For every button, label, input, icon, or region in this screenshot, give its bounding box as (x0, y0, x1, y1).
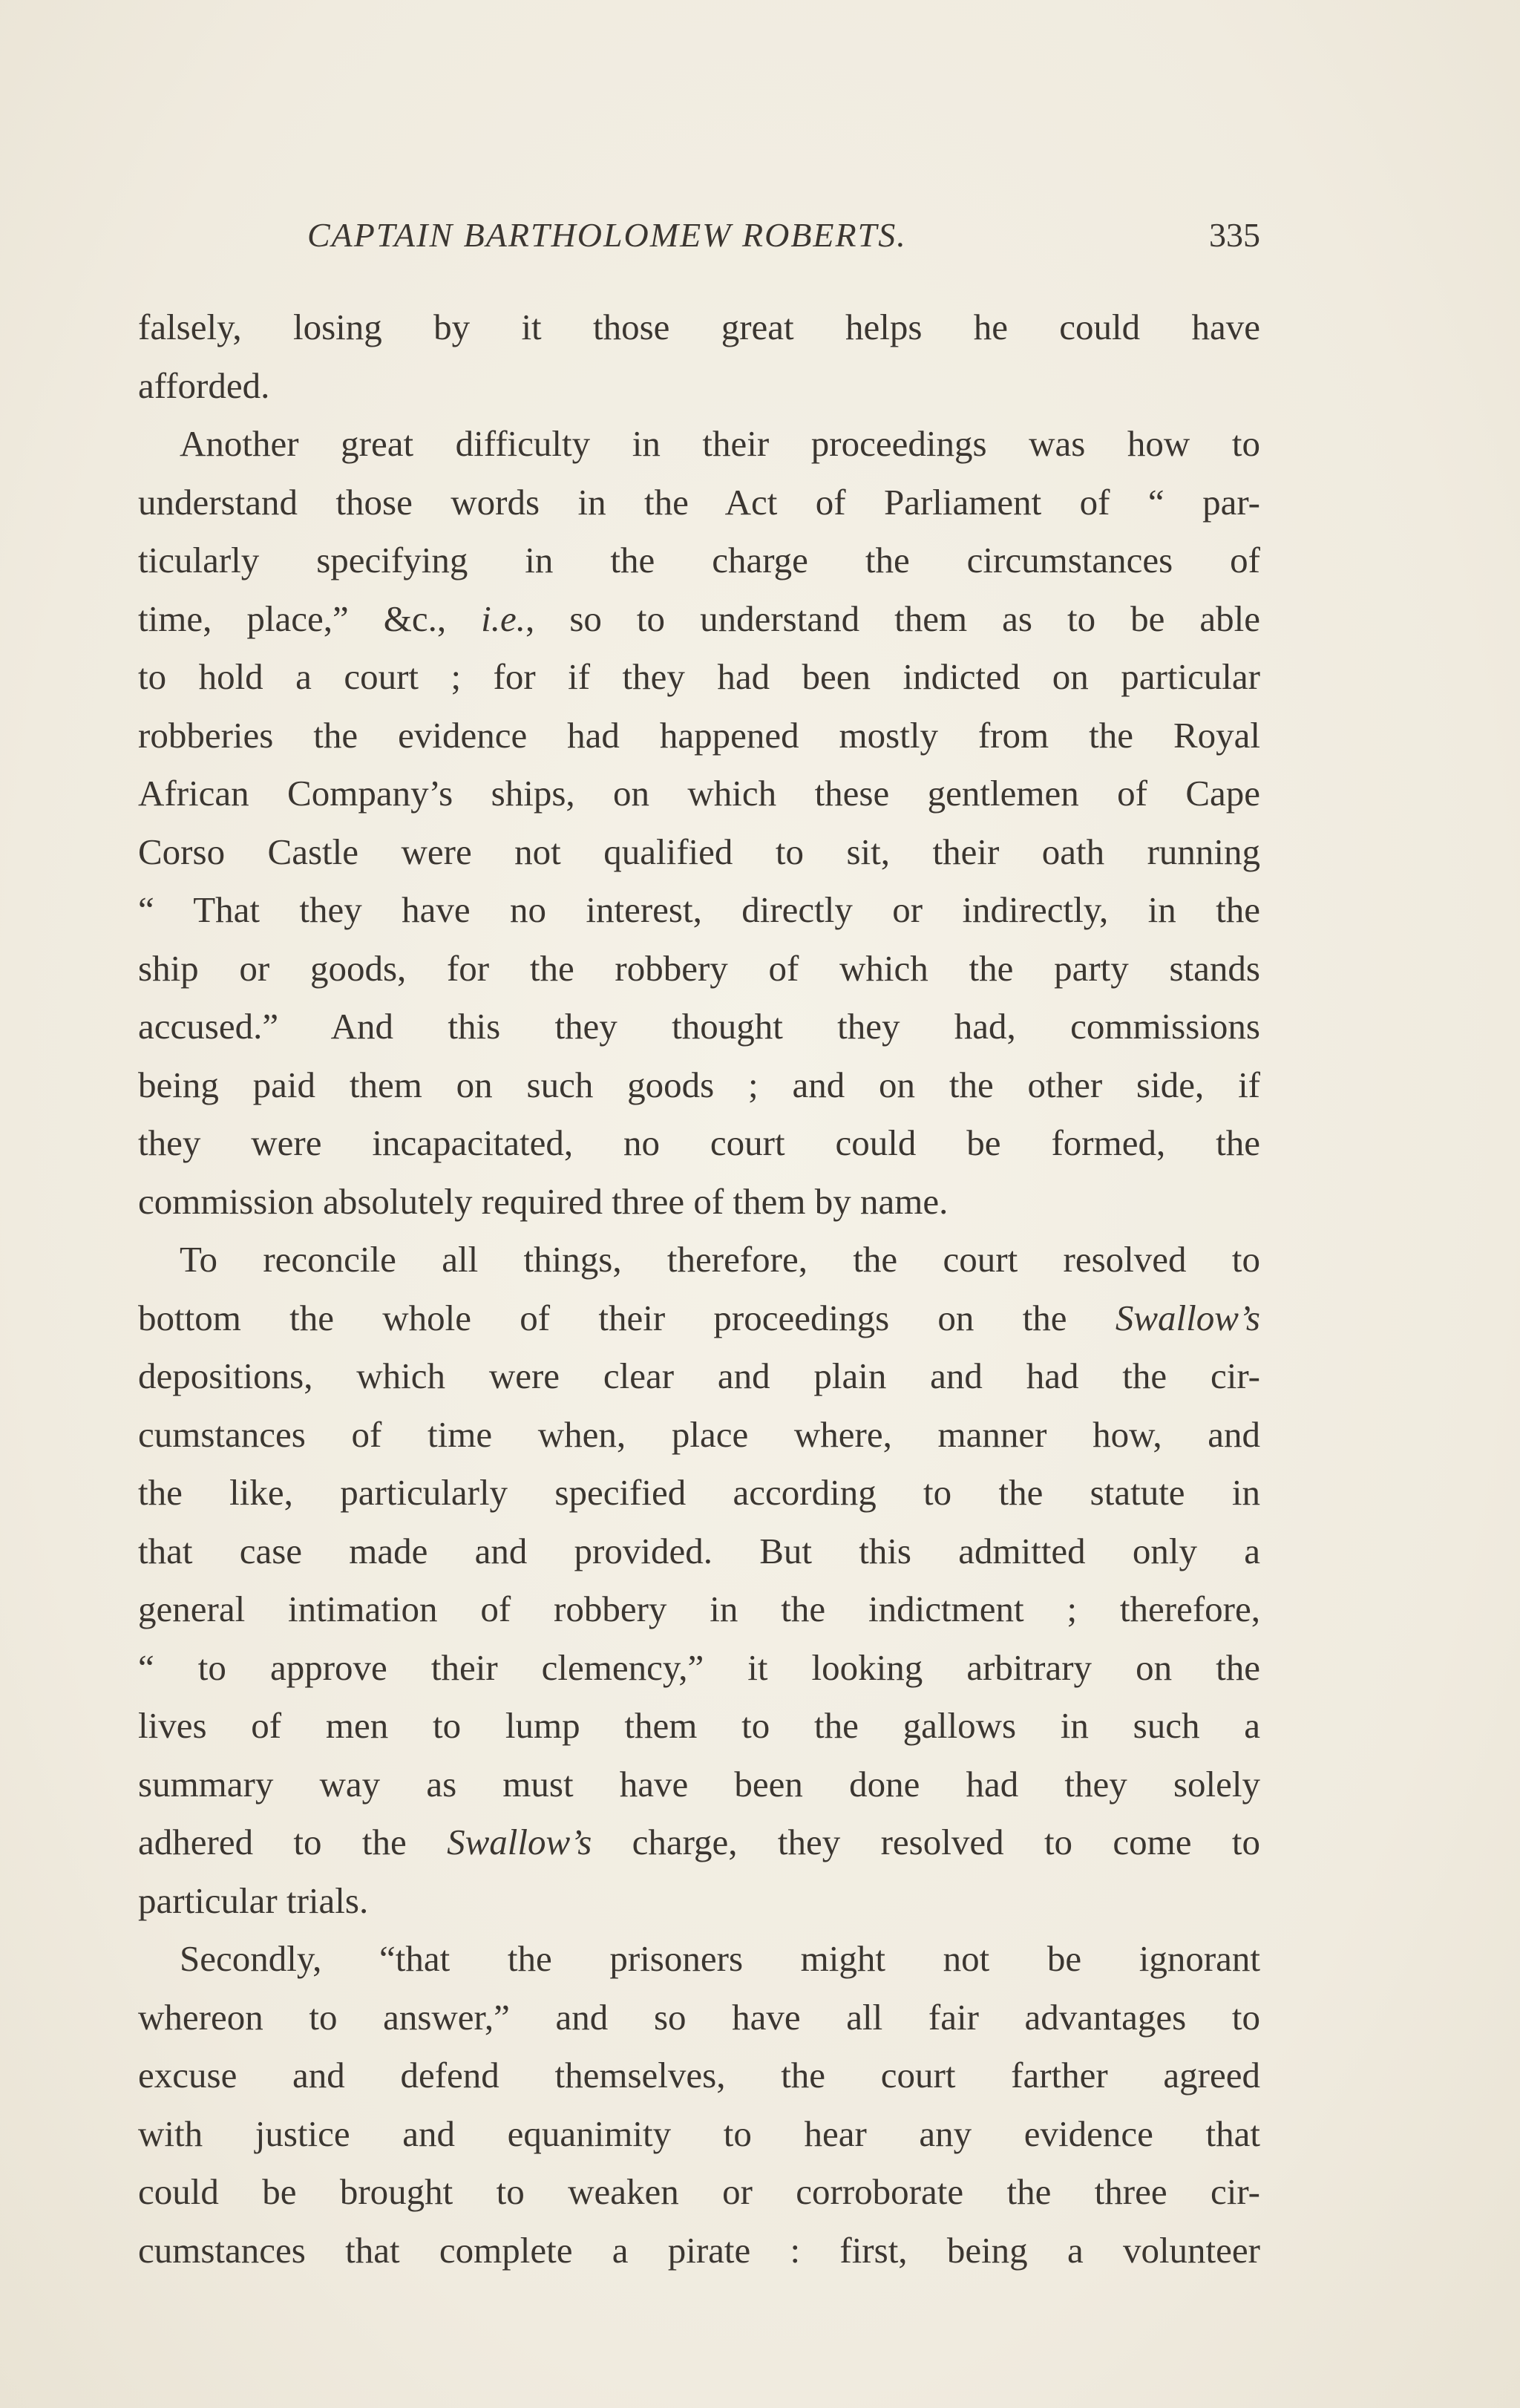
italic-text: i.e. (481, 598, 526, 639)
text-segment: commission absolutely required three of them by name. (138, 1180, 949, 1222)
text-segment: to hold a court ; for if they had been indicted on particular (138, 656, 1260, 697)
italic-text: Swallow’s (1115, 1297, 1260, 1338)
text-segment: “ to approve their clemency,” it looking arbitrary on the (138, 1646, 1260, 1688)
text-segment: charge, they resolved to come to (592, 1822, 1260, 1862)
text-line (138, 474, 1260, 532)
text-segment: excuse and defend themselves, the court farther agreed (138, 2055, 1260, 2095)
text-line (138, 531, 1260, 590)
text-line (138, 1872, 1260, 1931)
text-line (138, 2222, 1260, 2280)
text-segment: falsely, losing by it those great helps he could have (138, 307, 1260, 347)
text-line (138, 1056, 1260, 1115)
text-segment: robberies the evidence had happened mostly from the Royal (138, 714, 1260, 756)
text-line (138, 2163, 1260, 2222)
text-segment: being paid them on such goods ; and on the other side, if (138, 1064, 1260, 1105)
running-title: CAPTAIN BARTHOLOMEW ROBERTS. (307, 216, 907, 254)
text-line (138, 357, 1260, 416)
text-segment: ship or goods, for the robbery of which the party stands (138, 947, 1260, 989)
text-line (138, 1989, 1260, 2047)
text-line (138, 1231, 1260, 1289)
text-segment: whereon to answer,” and so have all fair advantages to (138, 1996, 1260, 2038)
text-line (138, 1289, 1260, 1348)
text-line (138, 1639, 1260, 1698)
italic-text: Swallow’s (447, 1822, 592, 1862)
text-line (138, 590, 1260, 649)
text-segment: “ That they have no interest, directly or indirectly, in the (138, 889, 1260, 930)
text-segment: general intimation of robbery in the indictment ; therefore, (138, 1589, 1260, 1629)
text-line (138, 998, 1260, 1056)
text-line (138, 1173, 1260, 1231)
text-segment: understand those words in the Act of Parliament of “ par- (138, 481, 1260, 523)
text-segment: with justice and equanimity to hear any evidence that (138, 2113, 1260, 2154)
text-line (138, 940, 1260, 998)
text-segment: cumstances that complete a pirate : first, being a volunteer (138, 2229, 1260, 2271)
text-line (138, 1580, 1260, 1639)
text-line (138, 1347, 1260, 1406)
page-header (138, 215, 1260, 267)
text-segment: accused.” And this they thought they had, commissions (138, 1006, 1260, 1047)
text-segment: To reconcile all things, therefore, the court resolved to (180, 1239, 1260, 1280)
text-segment: the like, particularly specified according to the statute in (138, 1472, 1260, 1513)
text-segment: Secondly, “that the prisoners might not be ignorant (180, 1938, 1260, 1979)
text-segment: cumstances of time when, place where, manner how, and (138, 1413, 1260, 1455)
text-line (138, 1406, 1260, 1465)
text-line (138, 1930, 1260, 1989)
text-line (138, 707, 1260, 765)
text-line (138, 2105, 1260, 2164)
text-segment: they were incapacitated, no court could be formed, the (138, 1122, 1260, 1163)
text-segment: Another great difficulty in their proceedings was how to (180, 423, 1260, 464)
text-segment: that case made and provided. But this admitted only a (138, 1530, 1260, 1571)
text-line (138, 1114, 1260, 1173)
text-line (138, 1813, 1260, 1872)
text-line (138, 765, 1260, 823)
text-segment: time, place,” &c., (138, 598, 482, 639)
text-line (138, 823, 1260, 882)
text-segment: African Company’s ships, on which these gentlemen of Cape (138, 773, 1260, 814)
text-line (138, 1522, 1260, 1581)
text-segment: summary way as must have been done had they solely (138, 1763, 1260, 1805)
text-segment: , so to understand them as to be able (525, 598, 1261, 639)
text-segment: afforded. (138, 364, 270, 406)
text-line (138, 1697, 1260, 1756)
text-segment: could be brought to weaken or corroborate the three cir- (138, 2171, 1260, 2212)
text-segment: ticularly specifying in the charge the circumstances of (138, 540, 1260, 580)
text-line (138, 648, 1260, 707)
text-segment: bottom the whole of their proceedings on the (138, 1297, 1116, 1338)
text-segment: lives of men to lump them to the gallows in such a (138, 1705, 1260, 1746)
text-line (138, 1756, 1260, 1814)
page-number: 335 (1209, 216, 1260, 254)
text-segment: particular trials. (138, 1879, 369, 1921)
text-line (138, 298, 1260, 357)
text-line (138, 415, 1260, 474)
text-line (138, 2047, 1260, 2105)
text-segment: Corso Castle were not qualified to sit, their oath running (138, 831, 1260, 872)
body-text (138, 298, 1260, 2280)
text-line (138, 1464, 1260, 1522)
text-segment: adhered to the (138, 1822, 448, 1862)
text-segment: depositions, which were clear and plain and had the cir- (138, 1355, 1260, 1396)
text-line (138, 881, 1260, 940)
